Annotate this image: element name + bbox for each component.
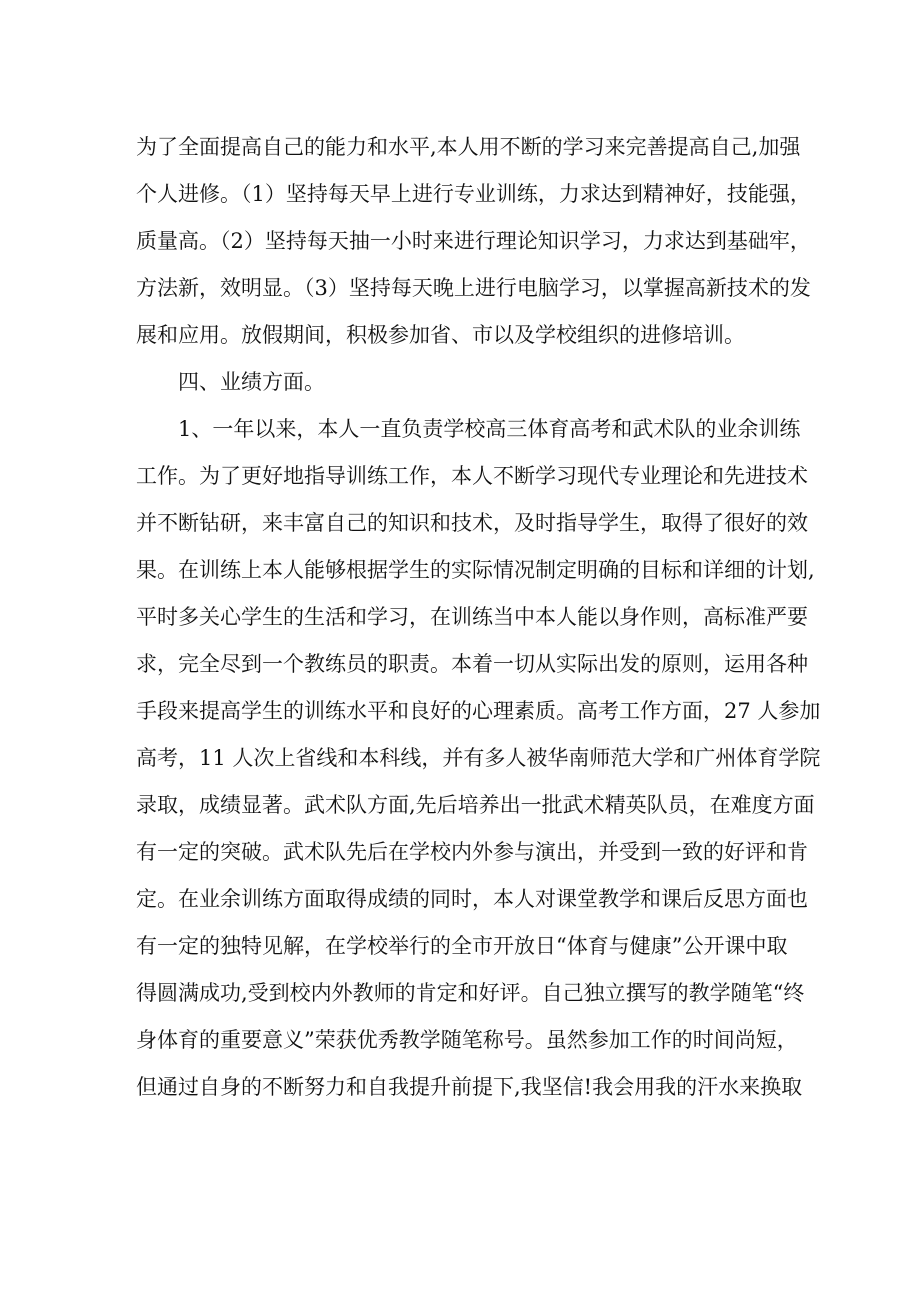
text-line: 但通过自身的不断努力和自我提升前提下,我坚信!我会用我的汗水来换取	[136, 1075, 803, 1099]
text-line: 质量高。（2）坚持每天抽一小时来进行理论知识学习，力求达到基础牢，	[136, 229, 811, 253]
text-line: 方法新，效明显。（3）坚持每天晚上进行电脑学习，以掌握高新技术的发	[136, 276, 811, 300]
document-body	[136, 124, 821, 1111]
paragraph-self-study	[136, 124, 811, 359]
text-line: 录取，成绩显著。武术队方面,先后培养出一批武术精英队员，在难度方面	[136, 793, 815, 817]
text-line: 平时多关心学生的生活和学习，在训练当中本人能以身作则，高标准严要	[136, 605, 808, 629]
text-line: 有一定的突破。武术队先后在学校内外参与演出，并受到一致的好评和肯	[136, 840, 808, 864]
text-line: 身体育的重要意义”荣获优秀教学随笔称号。虽然参加工作的时间尚短，	[136, 1028, 798, 1052]
text-line: 并不断钻研，来丰富自己的知识和技术，及时指导学生，取得了很好的效	[136, 511, 808, 535]
text-line: 定。在业余训练方面取得成绩的同时，本人对课堂教学和课后反思方面也	[136, 887, 808, 911]
text-line: 果。在训练上本人能够根据学生的实际情况制定明确的目标和详细的计划,	[136, 558, 815, 582]
text-line: 1、一年以来，本人一直负责学校高三体育高考和武术队的业余训练	[178, 417, 801, 441]
text-line: 有一定的独特见解，在学校举行的全市开放日“体育与健康”公开课中取	[136, 934, 788, 958]
section-heading: 四、业绩方面。	[178, 370, 325, 394]
text-line: 求，完全尽到一个教练员的职责。本着一切从实际出发的原则，运用各种	[136, 652, 808, 676]
text-line: 为了全面提高自己的能力和水平,本人用不断的学习来完善提高自己,加强	[136, 135, 801, 159]
text-line: 个人进修。（1）坚持每天早上进行专业训练，力求达到精神好，技能强，	[136, 182, 811, 206]
text-line: 得圆满成功,受到校内外教师的肯定和好评。自己独立撰写的教学随笔“终	[136, 981, 805, 1005]
text-line: 展和应用。放假期间，积极参加省、市以及学校组织的进修培训。	[136, 323, 745, 347]
text-line: 工作。为了更好地指导训练工作，本人不断学习现代专业理论和先进技术	[136, 464, 808, 488]
text-line: 高考，11 人次上省线和本科线，并有多人被华南师范大学和广州体育学院	[136, 746, 821, 770]
text-line: 手段来提高学生的训练水平和良好的心理素质。高考工作方面，27 人参加	[136, 699, 821, 723]
paragraph-achievements	[136, 406, 821, 1111]
